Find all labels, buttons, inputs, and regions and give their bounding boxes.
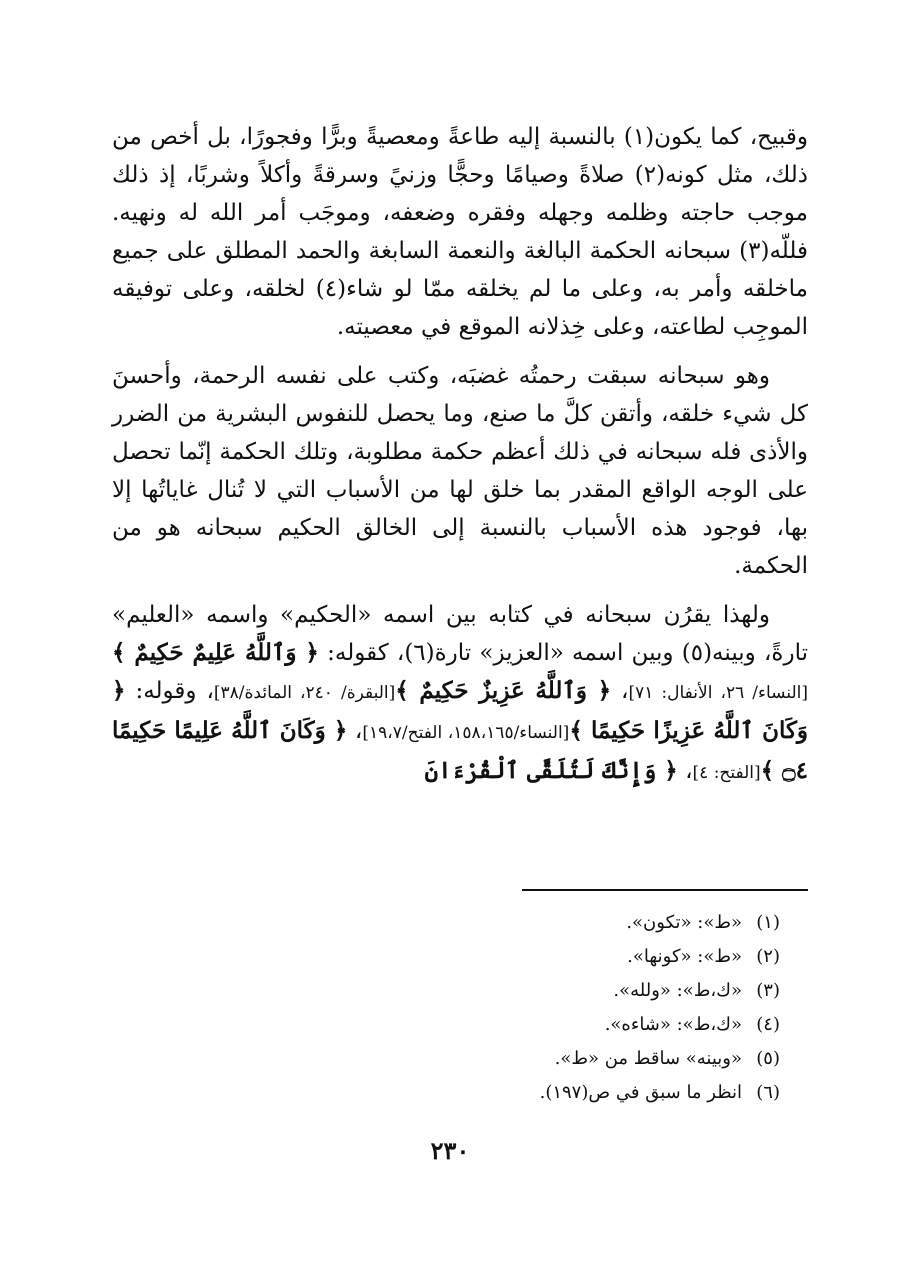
footnote-text: انظر ما سبق في ص(١٩٧). — [539, 1082, 742, 1103]
footnote-separator — [522, 889, 808, 891]
footnote-item — [360, 1008, 780, 1042]
footnote-item — [360, 906, 780, 940]
footnote-number: (١) — [756, 912, 780, 933]
main-text — [112, 118, 808, 803]
quran-verse-1: ﴿ وَٱللَّهُ عَلِيمٌ حَكِيمٌ ﴾ — [112, 639, 319, 666]
verse-reference-1: [النساء/ ٢٦، الأنفال: ٧١] — [628, 683, 808, 703]
paragraph-3-text-4: ، — [347, 718, 363, 744]
footnote-text: «ط»: «كونها». — [627, 946, 742, 967]
footnote-text: «وبينه» ساقط من «ط». — [554, 1048, 742, 1069]
quran-verse-5: ﴿ وَإِنَّكَ لَتُلَقَّى ٱلْقُرْءَانَ — [424, 757, 678, 784]
footnote-number: (٣) — [756, 980, 780, 1001]
footnote-item — [360, 1076, 780, 1110]
footnotes — [360, 906, 780, 1110]
quran-verse-2: ﴿ وَٱللَّهُ عَزِيزٌ حَكِيمٌ ﴾ — [395, 677, 612, 704]
footnote-number: (٤) — [756, 1014, 780, 1035]
paragraph-2: وهو سبحانه سبقت رحمتُه غضبَه، وكتب على نفسه الرحمة، وأحسنَ كل شيء خلقه، وأتقن كلَّ ما صنع، وما يحصل للنفوس البشرية من الضرر والأذى فله سبحانه في ذلك أعظم حكمة مطلوبة، وتلك الحكمة إنّما تحصل على الوجه الواقع المقدر بما خلق لها من الأسباب التي لا تُنال غاياتُها إلا بها، فوجود هذه الأسباب بالنسبة إلى الخالق الحكيم سبحانه هو من الحكمة. — [112, 363, 808, 579]
footnote-text: «ط»: «تكون». — [626, 912, 742, 933]
paragraph-3 — [112, 596, 808, 792]
footnote-text: «ك،ط»: «ولله». — [613, 980, 742, 1001]
footnote-item — [360, 1042, 780, 1076]
paragraph-3-text-2: ، — [611, 678, 629, 704]
footnote-text: «ك،ط»: «شاءه». — [604, 1014, 742, 1035]
footnote-number: (٦) — [756, 1082, 780, 1103]
paragraph-3-text-3: ، وقوله: — [125, 678, 214, 704]
quran-verse-3: ﴿ وَكَانَ ٱللَّهُ عَزِيزًا حَكِيمًا ﴾ — [112, 677, 809, 744]
footnote-number: (٢) — [756, 946, 780, 967]
paragraph-3-text-1: ولهذا يقرُن سبحانه في كتابه بين اسمه «الحكيم» واسمه «العليم» تارةً، وبينه(٥) وبين اسمه «العزيز» تارة(٦)، كقوله: — [112, 602, 808, 666]
footnote-number: (٥) — [756, 1048, 780, 1069]
verse-reference-4: [الفتح: ٤] — [692, 763, 761, 783]
page-number: ٢٣٠ — [430, 1136, 470, 1165]
paragraph-3-text-5: ، — [677, 758, 693, 784]
footnote-item — [360, 974, 780, 1008]
quran-verse-4: ﴿ وَكَانَ ٱللَّهُ عَلِيمًا حَكِيمًا ۝٤ ﴾ — [112, 717, 808, 784]
paragraph-1: وقبيح، كما يكون(١) بالنسبة إليه طاعةً ومعصيةً وبرًّا وفجورًا، بل أخص من ذلك، مثل كونه(٢) صلاةً وصيامًا وحجًّا وزنيً وسرقةً وأكلاً وشربًا، إذ ذلك موجب حاجته وظلمه وجهله وفقره وضعفه، وموجَب أمر الله له ونهيه. فللّه(٣) سبحانه الحكمة البالغة والنعمة السابغة والحمد المطلق على جميع ماخلقه وأمر به، وعلى ما لم يخلقه ممّا لو شاء(٤) لخلقه، وعلى توفيقه الموجِب لطاعته، وعلى خِذلانه الموقع في معصيته. — [112, 124, 809, 340]
verse-reference-3: [النساء/١٥٨،١٦٥، الفتح/١٩،٧] — [362, 723, 570, 743]
verse-reference-2: [البقرة/ ٢٤٠، المائدة/٣٨] — [213, 683, 396, 703]
footnote-item — [360, 940, 780, 974]
